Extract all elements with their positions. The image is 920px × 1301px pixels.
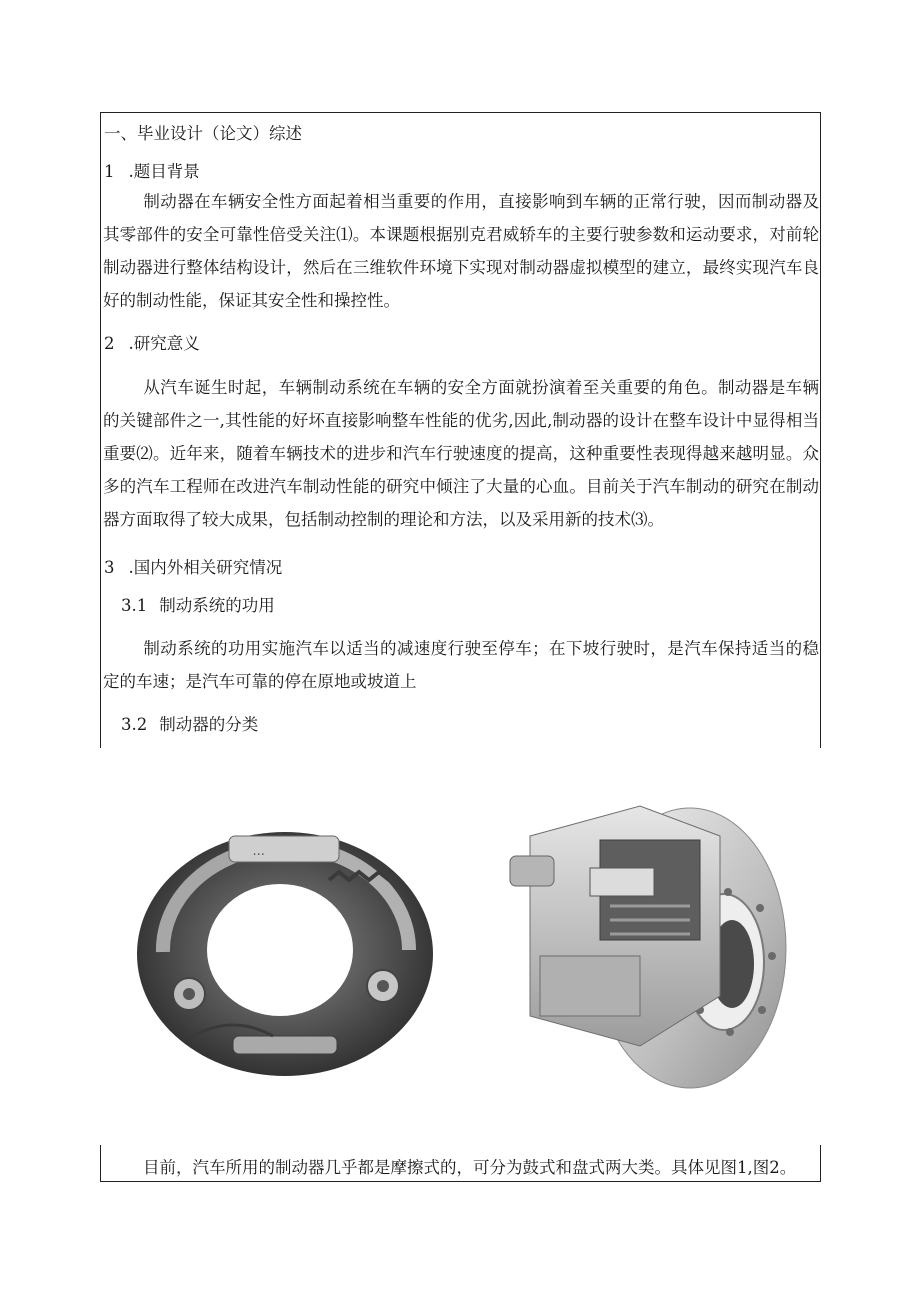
table-right-border	[820, 112, 821, 748]
table-top-border	[100, 112, 821, 113]
paragraph-classification: 目前，汽车所用的制动器几乎都是摩擦式的，可分为鼓式和盘式两大类。具体见图1,图2。	[143, 1158, 797, 1177]
section-1-number: 1	[104, 162, 115, 181]
table-right-border-lower	[820, 1145, 821, 1182]
caliper-mount	[540, 956, 640, 1016]
drum-brake-image	[133, 822, 441, 1084]
hub-hole	[207, 884, 353, 1016]
bleeder-valve	[510, 856, 554, 886]
pad-clip	[590, 868, 654, 896]
svg-text:...: ...	[253, 844, 266, 859]
section-3-heading	[104, 558, 282, 578]
subsection-3-1-number: 3.1	[121, 596, 148, 615]
subsection-3-2-title: 制动器的分类	[159, 715, 259, 734]
section-3-title: .国内外相关研究情况	[128, 558, 283, 577]
adjuster-screw	[233, 1036, 337, 1054]
section-1-title: .题目背景	[128, 162, 200, 181]
paragraph-function: 制动系统的功用实施汽车以适当的减速度行驶至停车；在下坡行驶时，是汽车保持适当的稳定的车速；是汽车可靠的停在原地或坡道上	[103, 639, 819, 691]
section-2-number: 2	[104, 334, 115, 353]
table-bottom-border	[100, 1181, 821, 1182]
subsection-3-1-title: 制动系统的功用	[159, 596, 275, 615]
section-heading: 一、毕业设计（论文）综述	[104, 124, 302, 143]
subsection-3-2-heading	[121, 715, 258, 735]
paragraph-significance: 从汽车诞生时起，车辆制动系统在车辆的安全方面就扮演着至关重要的角色。制动器是车辆的关键部件之一,其性能的好坏直接影响整车性能的优劣,因此,制动器的设计在整车设计中显得相当重要⑵。近年来，随着车辆技术的进步和汽车行驶速度的提高，这种重要性表现得越来越明显。众多的汽车工程师在改进汽车制动性能的研究中倾注了大量的心血。目前关于汽车制动的研究在制动器方面取得了较大成果，包括制动控制的理论和方法，以及采用新的技术⑶。	[103, 378, 819, 529]
section-2-title: .研究意义	[128, 334, 200, 353]
disc-brake-image	[490, 796, 792, 1102]
section-2-heading	[104, 334, 200, 354]
section-3-number: 3	[104, 558, 115, 577]
table-left-border	[100, 112, 101, 748]
table-left-border-lower	[100, 1145, 101, 1182]
subsection-3-1-heading	[121, 596, 275, 616]
paragraph-background: 制动器在车辆安全性方面起着相当重要的作用，直接影响到车辆的正常行驶，因而制动器及其零部件的安全可靠性倍受关注⑴。本课题根据别克君威轿车的主要行驶参数和运动要求，对前轮制动器进行整体结构设计，然后在三维软件环境下实现对制动器虚拟模型的建立，最终实现汽车良好的制动性能，保证其安全性和操控性。	[103, 192, 819, 310]
section-1-heading	[104, 162, 200, 182]
subsection-3-2-number: 3.2	[121, 715, 148, 734]
wheel-cylinder	[229, 836, 339, 862]
